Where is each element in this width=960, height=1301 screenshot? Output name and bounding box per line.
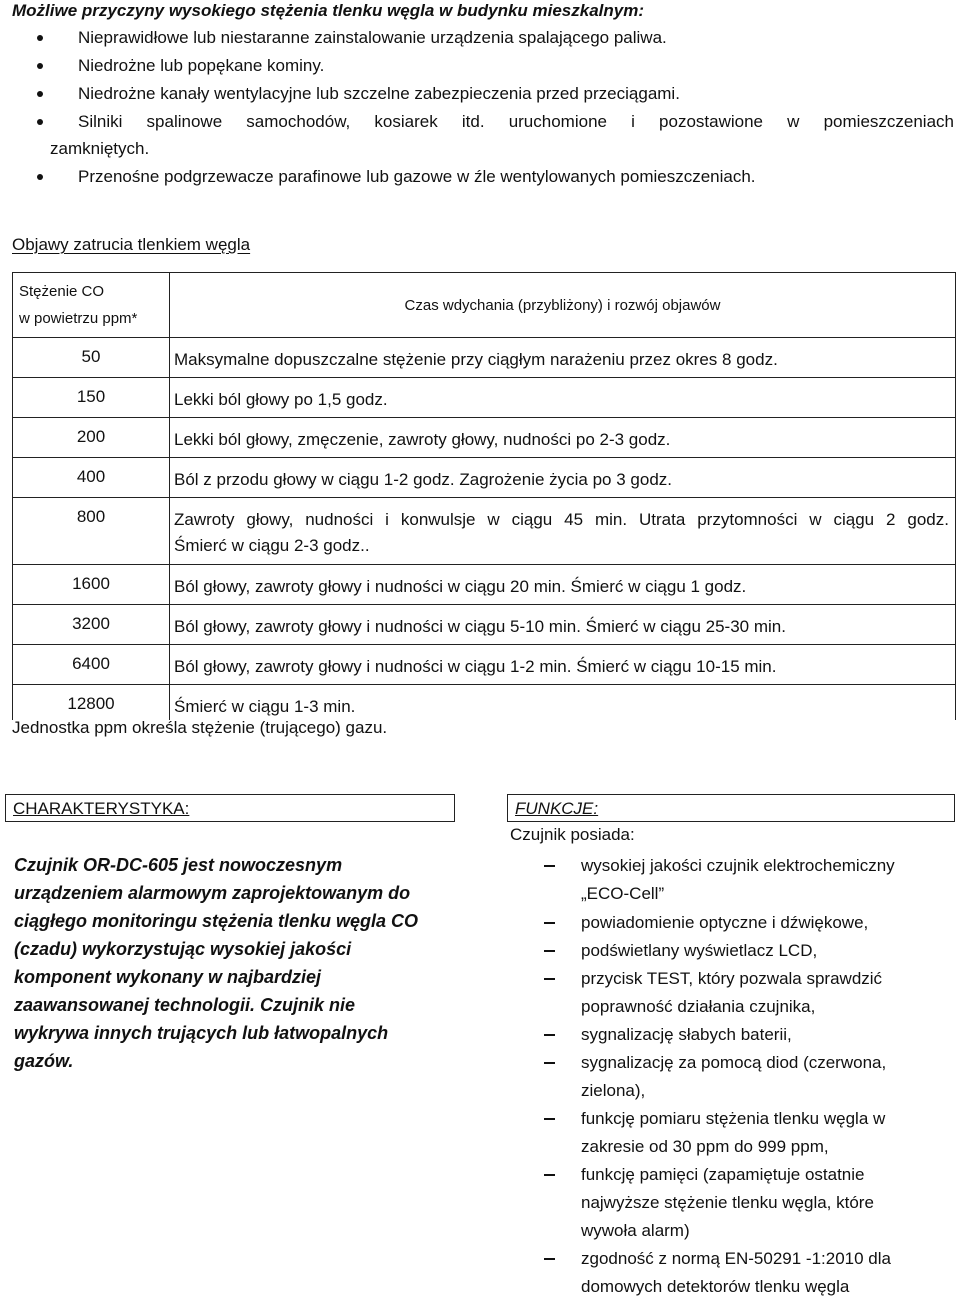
dash-icon <box>544 922 555 924</box>
dash-icon <box>544 950 555 952</box>
ppm-cell: 1600 <box>13 565 170 605</box>
ppm-note: Jednostka ppm określa stężenie (trującego) gazu. <box>12 718 388 737</box>
ppm-cell: 150 <box>13 378 170 418</box>
dash-icon <box>544 1118 555 1120</box>
bullet-icon <box>37 91 43 97</box>
functions-title-box: FUNKCJE: <box>507 794 955 822</box>
bullet-icon <box>37 119 43 125</box>
desc-cell: Ból głowy, zawroty głowy i nudności w ciągu 5-10 min. Śmierć w ciągu 25-30 min. <box>170 605 956 645</box>
dash-icon <box>544 865 555 867</box>
bullet-icon <box>37 174 43 180</box>
list-item: sygnalizację słabych baterii, <box>510 1021 950 1049</box>
bullet-icon <box>37 35 43 41</box>
characteristics-title-box: CHARAKTERYSTYKA: <box>5 794 455 822</box>
table-row <box>13 645 956 685</box>
causes-list <box>0 24 960 191</box>
co-symptoms-table <box>12 272 956 720</box>
bullet-icon <box>37 63 43 69</box>
table-row <box>13 378 956 418</box>
desc-cell: Lekki ból głowy, zmęczenie, zawroty głowy, nudności po 2-3 godz. <box>170 418 956 458</box>
desc-cell: Zawroty głowy, nudności i konwulsje w ciągu 45 min. Utrata przytomności w ciągu 2 godz. Śmierć w ciągu 2-3 godz.. <box>170 498 956 565</box>
ppm-cell: 12800 <box>13 685 170 721</box>
header-concentration: Stężenie CO w powietrzu ppm* <box>13 273 170 338</box>
desc-cell: Ból z przodu głowy w ciągu 1-2 godz. Zagrożenie życia po 3 godz. <box>170 458 956 498</box>
list-item: sygnalizację za pomocą diod (czerwona, zielona), <box>510 1049 950 1105</box>
list-item: powiadomienie optyczne i dźwiękowe, <box>510 909 950 937</box>
table-header-row <box>13 273 956 338</box>
list-item-continuation: zamkniętych. <box>50 139 150 158</box>
list-item: Przenośne podgrzewacze parafinowe lub gazowe w źle wentylowanych pomieszczeniach. <box>0 163 960 191</box>
table-row <box>13 418 956 458</box>
desc-cell: Lekki ból głowy po 1,5 godz. <box>170 378 956 418</box>
ppm-cell: 50 <box>13 338 170 378</box>
list-item: Nieprawidłowe lub niestaranne zainstalowanie urządzenia spalającego paliwa. <box>0 24 960 52</box>
desc-cell: Śmierć w ciągu 1-3 min. <box>170 685 956 721</box>
list-item: funkcję pomiaru stężenia tlenku węgla w zakresie od 30 ppm do 999 ppm, <box>510 1105 950 1161</box>
dash-icon <box>544 978 555 980</box>
symptoms-title: Objawy zatrucia tlenkiem węgla <box>12 235 251 254</box>
desc-cell: Ból głowy, zawroty głowy i nudności w ciągu 1-2 min. Śmierć w ciągu 10-15 min. <box>170 645 956 685</box>
dash-icon <box>544 1034 555 1036</box>
table-row <box>13 498 956 565</box>
list-item: podświetlany wyświetlacz LCD, <box>510 937 950 965</box>
ppm-cell: 800 <box>13 498 170 565</box>
list-item: Niedrożne kanały wentylacyjne lub szczelne zabezpieczenia przed przeciągami. <box>0 80 960 108</box>
list-item: Silniki spalinowe samochodów, kosiarek itd. uruchomione i pozostawione w pomieszczeniach <box>0 108 960 136</box>
header-symptoms: Czas wdychania (przybliżony) i rozwój objawów <box>170 273 956 338</box>
table-row <box>13 458 956 498</box>
desc-cell: Ból głowy, zawroty głowy i nudności w ciągu 20 min. Śmierć w ciągu 1 godz. <box>170 565 956 605</box>
list-item: wysokiej jakości czujnik elektrochemiczny „ECO-Cell” <box>510 852 950 908</box>
ppm-cell: 400 <box>13 458 170 498</box>
table-row <box>13 605 956 645</box>
desc-cell: Maksymalne dopuszczalne stężenie przy ciągłym narażeniu przez okres 8 godz. <box>170 338 956 378</box>
characteristics-text: Czujnik OR-DC-605 jest nowoczesnym urządzeniem alarmowym zaprojektowanym do ciągłego monitoringu stężenia tlenku węgla CO (czadu) wykorzystując wysokiej jakości komponent wykonany w najbardziej zaawansowanej technologii. Czujnik nie wykrywa innych trujących lub łatwopalnych gazów. <box>14 855 419 1071</box>
list-item: zgodność z normą EN-50291 -1:2010 dla domowych detektorów tlenku węgla <box>510 1245 950 1301</box>
table-row <box>13 338 956 378</box>
ppm-cell: 200 <box>13 418 170 458</box>
dash-icon <box>544 1174 555 1176</box>
functions-intro: Czujnik posiada: <box>510 825 635 844</box>
ppm-cell: 3200 <box>13 605 170 645</box>
dash-icon <box>544 1062 555 1064</box>
dash-icon <box>544 1258 555 1260</box>
list-item: funkcję pamięci (zapamiętuje ostatnie najwyższe stężenie tlenku węgla, które wywoła alarm) <box>510 1161 950 1245</box>
ppm-cell: 6400 <box>13 645 170 685</box>
table-row <box>13 565 956 605</box>
causes-title: Możliwe przyczyny wysokiego stężenia tlenku węgla w budynku mieszkalnym: <box>12 1 645 20</box>
list-item: przycisk TEST, który pozwala sprawdzić poprawność działania czujnika, <box>510 965 950 1021</box>
list-item: Niedrożne lub popękane kominy. <box>0 52 960 80</box>
table-row <box>13 685 956 721</box>
functions-list <box>510 852 950 1301</box>
